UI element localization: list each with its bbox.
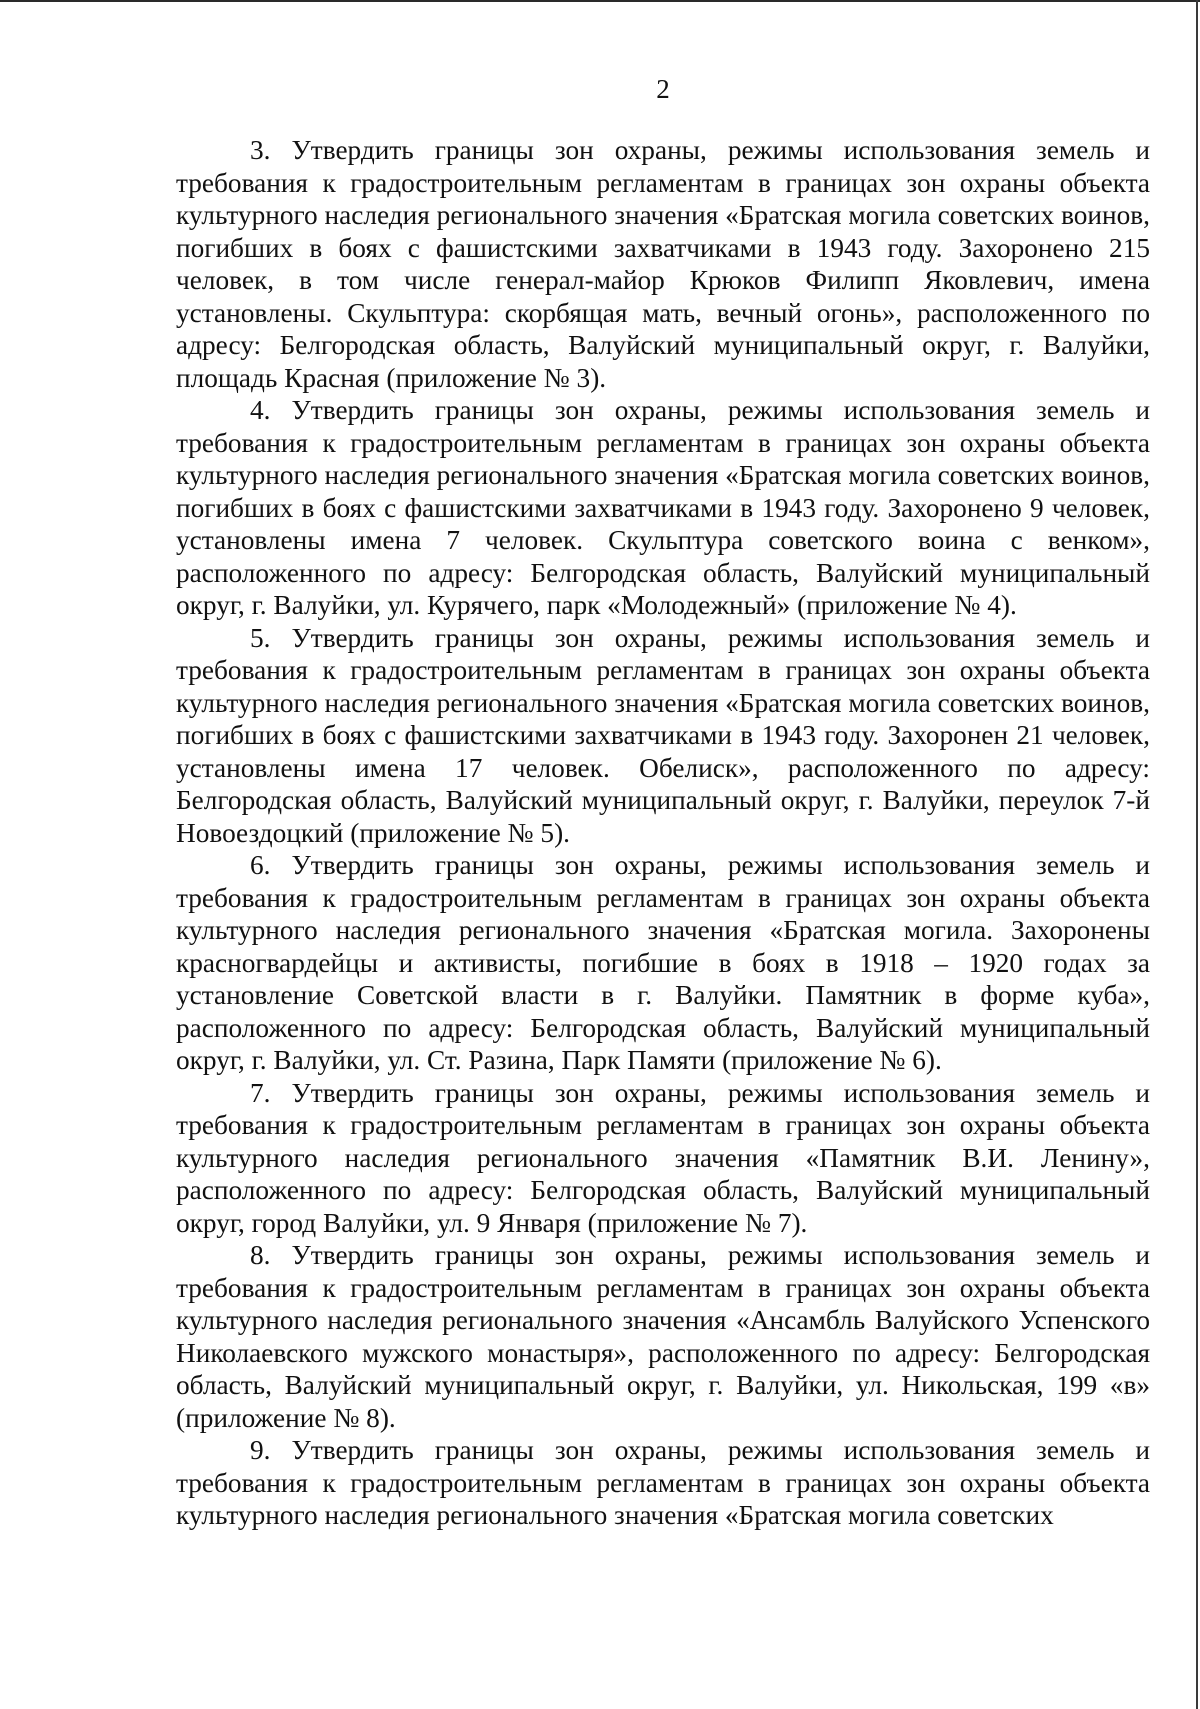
paragraph-item-5: 5. Утвердить границы зон охраны, режимы использования земель и требования к градостроительным регламентам в границах зон охраны объекта культурного наследия регионального значения «Братская могила советских воинов, погибших в боях с фашистскими захватчиками в 1943 году. Захоронен 21 человек, установлены имена 17 человек. Обелиск», расположенного по адресу: Белгородская область, Валуйский муниципальный округ, г. Валуйки, переулок 7-й Новоездоцкий (приложение № 5). bbox=[176, 622, 1150, 848]
paragraph-item-3: 3. Утвердить границы зон охраны, режимы использования земель и требования к градостроительным регламентам в границах зон охраны объекта культурного наследия регионального значения «Братская могила советских воинов, погибших в боях с фашистскими захватчиками в 1943 году. Захоронено 215 человек, в том числе генерал-майор Крюков Филипп Яковлевич, имена установлены. Скульптура: скорбящая мать, вечный огонь», расположенного по адресу: Белгородская область, Валуйский муниципальный округ, г. Валуйки, площадь Красная (приложение № 3). bbox=[176, 135, 1150, 393]
paragraph-item-9: 9. Утвердить границы зон охраны, режимы использования земель и требования к градостроительным регламентам в границах зон охраны объекта культурного наследия регионального значения «Братская могила советских bbox=[176, 1435, 1150, 1530]
document-body bbox=[176, 134, 1150, 1532]
scan-edge-top bbox=[0, 0, 1200, 2]
page-number: 2 bbox=[656, 74, 670, 104]
paragraph-item-4: 4. Утвердить границы зон охраны, режимы использования земель и требования к градостроительным регламентам в границах зон охраны объекта культурного наследия регионального значения «Братская могила советских воинов, погибших в боях с фашистскими захватчиками в 1943 году. Захоронено 9 человек, установлены имена 7 человек. Скульптура советского воина с венком», расположенного по адресу: Белгородская область, Валуйский муниципальный округ, г. Валуйки, ул. Курячего, парк «Молодежный» (приложение № 4). bbox=[176, 395, 1150, 620]
paragraph-item-8: 8. Утвердить границы зон охраны, режимы использования земель и требования к градостроительным регламентам в границах зон охраны объекта культурного наследия регионального значения «Ансамбль Валуйского Успенского Николаевского мужского монастыря», расположенного по адресу: Белгородская область, Валуйский муниципальный округ, г. Валуйки, ул. Никольская, 199 «в» (приложение № 8). bbox=[176, 1240, 1150, 1433]
paragraph-item-7: 7. Утвердить границы зон охраны, режимы использования земель и требования к градостроительным регламентам в границах зон охраны объекта культурного наследия регионального значения «Памятник В.И. Ленину», расположенного по адресу: Белгородская область, Валуйский муниципальный округ, город Валуйки, ул. 9 Января (приложение № 7). bbox=[176, 1077, 1150, 1238]
paragraph-item-6: 6. Утвердить границы зон охраны, режимы использования земель и требования к градостроительным регламентам в границах зон охраны объекта культурного наследия регионального значения «Братская могила. Захоронены красногвардейцы и активисты, погибшие в боях в 1918 – 1920 годах за установление Советской власти в г. Валуйки. Памятник в форме куба», расположенного по адресу: Белгородская область, Валуйский муниципальный округ, г. Валуйки, ул. Ст. Разина, Парк Памяти (приложение № 6). bbox=[176, 850, 1150, 1075]
scan-edge-right bbox=[1196, 0, 1198, 1709]
